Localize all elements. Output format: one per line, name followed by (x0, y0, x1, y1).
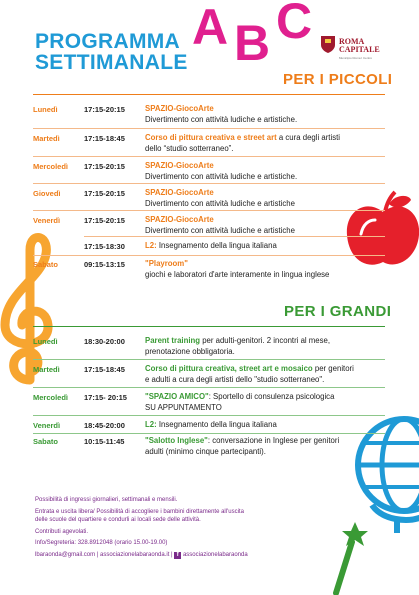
row-time: 18:45-20:00 (84, 421, 125, 430)
row-description (145, 336, 380, 357)
row-activity-line-2: prenotazione obbligatoria. (145, 346, 235, 356)
row-day: Sabato (33, 437, 59, 446)
row-activity: L2: (145, 241, 157, 250)
row-day: Venerdì (33, 421, 61, 430)
row-time: 17:15-20:15 (84, 105, 125, 114)
row-activity-line-2: Divertimento con attività ludiche e artistiche (145, 225, 295, 235)
row-activity: "Playroom" (145, 259, 188, 268)
title-line-1: PROGRAMMA (35, 30, 181, 53)
contact-links[interactable]: lbaraonda@gmail.com | associazionelabaraonda.it | (35, 552, 173, 558)
row-day: Mercoledì (33, 393, 69, 402)
row-description (145, 161, 380, 182)
roma-capitale-crest-icon (320, 35, 336, 53)
row-activity-detail: : Sportello di consulenza psicologica (208, 392, 335, 401)
footer-line-3: delle scuole del quartiere e condurli ai locali sede delle attività. (35, 517, 201, 523)
row-description (145, 259, 380, 280)
row-activity-line-2: Divertimento con attività ludiche e artistiche. (145, 114, 298, 124)
footer-line-1: Possibilità di ingressi giornalieri, settimanali e mensili. (35, 497, 178, 503)
row-divider (33, 183, 385, 184)
footer-line-6 (35, 551, 335, 559)
row-activity-line-2: Divertimento con attività ludiche e artistiche (145, 198, 295, 208)
row-activity-detail: per genitori (312, 364, 354, 373)
row-description (145, 241, 380, 252)
row-divider (33, 210, 385, 211)
row-day: Sabato (33, 260, 59, 269)
row-time: 09:15-13:15 (84, 260, 125, 269)
row-description (145, 436, 385, 457)
row-activity-line-2: giochi e laboratori d'arte interamente in lingua inglese (145, 269, 330, 279)
row-time: 17:15-20:15 (84, 162, 125, 171)
row-time: 17:15-20:15 (84, 189, 125, 198)
logo-line-2: CAPITALE (339, 45, 380, 54)
row-day: Mercoledì (33, 162, 69, 171)
letter-b: B (234, 15, 271, 71)
row-description (145, 188, 380, 209)
row-activity: "Salotto Inglese" (145, 436, 208, 445)
letter-c: C (276, 0, 313, 49)
row-activity-line-2: Divertimento con attività ludiche e artistiche. (145, 171, 298, 181)
footer-line-5: Info/Segreteria: 328.8912048 (orario 15.00-19.00) (35, 540, 168, 546)
row-activity-detail: Insegnamento della lingua italiana (156, 420, 277, 429)
row-activity-detail: per adulti-genitori. 2 incontri al mese, (200, 336, 331, 345)
row-description (145, 392, 380, 413)
row-time: 10:15-11:45 (84, 437, 125, 446)
row-time: 17:15- 20:15 (84, 393, 127, 402)
row-day: Venerdì (33, 216, 61, 225)
row-divider (33, 359, 385, 360)
row-time: 17:15-18:45 (84, 365, 125, 374)
footer-line-4: Contributi agevolati. (35, 529, 89, 535)
row-divider (33, 415, 385, 416)
page-title (35, 31, 188, 73)
section-divider (33, 326, 385, 327)
section-divider (33, 94, 385, 95)
row-divider (33, 433, 385, 434)
row-activity: "SPAZIO AMICO" (145, 392, 209, 401)
row-activity-detail: a cura degli artisti (276, 133, 341, 142)
title-line-2: SETTIMANALE (35, 51, 188, 74)
row-activity-line-2: adulti (minimo cinque partecipanti). (145, 446, 266, 456)
row-description (145, 420, 380, 431)
section-heading-grandi: PER I GRANDI (284, 303, 392, 320)
row-divider (33, 156, 385, 157)
footer-notes (35, 496, 335, 559)
row-day: Lunedì (33, 337, 58, 346)
row-activity-line-2: dello “studio sotterraneo”. (145, 143, 234, 153)
row-activity: SPAZIO-GiocoArte (145, 161, 214, 170)
magic-wand-icon (330, 520, 370, 595)
row-activity: SPAZIO-GiocoArte (145, 188, 214, 197)
row-activity: Corso di pittura creativa, street art e mosaico (145, 364, 313, 373)
facebook-icon: f (174, 552, 181, 559)
abc-letters (190, 0, 330, 76)
row-day: Giovedì (33, 189, 61, 198)
logo-line-3: Municipio Roma I Centro (339, 56, 373, 60)
row-activity-detail: : conversazione in Inglese per genitori (207, 436, 340, 445)
logo-line-1: ROMA (339, 37, 365, 46)
row-divider (33, 387, 385, 388)
row-activity-line-2: e adulti a cura degli artisti dello "studio sotterraneo". (145, 374, 325, 384)
row-description (145, 364, 385, 385)
row-activity: Parent training (145, 336, 201, 345)
row-activity: L2: (145, 420, 157, 429)
row-divider (33, 255, 385, 256)
row-time: 17:15-18:30 (84, 242, 125, 251)
row-description (145, 104, 380, 125)
row-day: Lunedì (33, 105, 58, 114)
footer-line-2: Entrata e uscita libera/ Possibilità di accogliere i bambini direttamente all'uscita (35, 509, 244, 515)
letter-a: A (192, 0, 229, 55)
row-activity: SPAZIO-GiocoArte (145, 215, 214, 224)
row-activity: SPAZIO-GiocoArte (145, 104, 214, 113)
row-time: 17:15-20:15 (84, 216, 125, 225)
facebook-link[interactable]: associazionelabaraonda (182, 552, 248, 558)
row-time: 17:15-18:45 (84, 134, 125, 143)
row-divider (33, 128, 385, 129)
row-activity-line-2: SU APPUNTAMENTO (145, 402, 222, 412)
row-activity: Corso di pittura creativa e street art (145, 133, 277, 142)
row-divider (84, 236, 385, 237)
row-activity-detail: Insegnamento della lingua italiana (156, 241, 277, 250)
row-description (145, 215, 380, 236)
row-day: Martedì (33, 134, 60, 143)
section-heading-piccoli: PER I PICCOLI (283, 71, 393, 88)
row-description (145, 133, 380, 154)
row-day: Martedì (33, 365, 60, 374)
row-time: 18:30-20:00 (84, 337, 125, 346)
